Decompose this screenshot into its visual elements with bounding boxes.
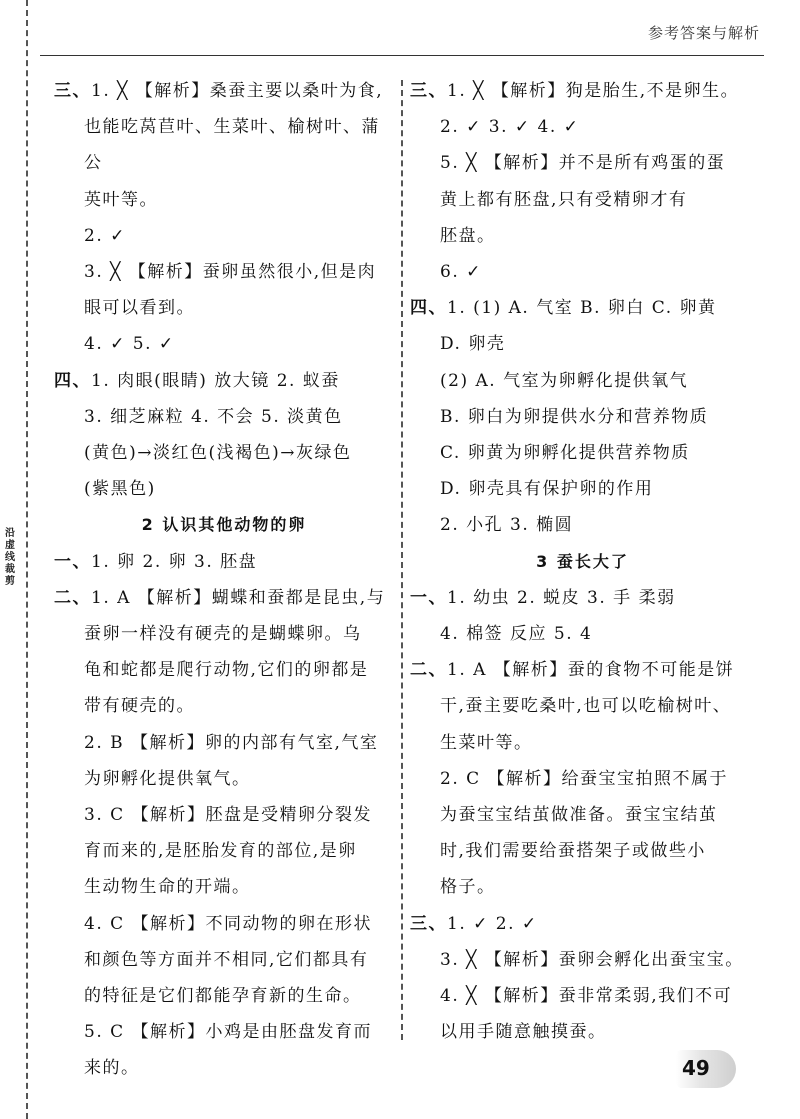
answer-line: 的特征是它们都能孕育新的生命。 [84,986,362,1007]
answer-line: 蚕卵一样没有硬壳的是蝴蝶卵。乌 [84,624,362,645]
answer-line: 2. B 【解析】卵的内部有气室,气室 [84,732,379,753]
answer-line: 三、1. ╳ 【解析】狗是胎生,不是卵生。 [410,81,740,101]
section-marker: 三、 [54,81,91,101]
section-marker: 三、 [410,81,447,101]
cut-label: 沿虚线裁剪 [5,528,15,587]
answer-line: 胚盘。 [440,225,496,246]
answer-line: 4. C 【解析】不同动物的卵在形状 [84,913,373,934]
answer-line: 带有硬壳的。 [84,696,195,717]
answer-line: 二、1. A 【解析】蚕的食物不可能是饼 [410,660,735,681]
section-heading: 3 蚕长大了 [536,551,629,571]
answer-line: 3. 细芝麻粒 4. 不会 5. 淡黄色 [84,406,343,427]
answer-line: 2. ✓ 3. ✓ 4. ✓ [440,117,580,138]
answer-line: 4. 棉签 反应 5. 4 [440,624,593,645]
answer-line: 一、1. 幼虫 2. 蜕皮 3. 手 柔弱 [410,587,676,608]
answer-line: 英叶等。 [84,189,158,210]
answer-line: 以用手随意触摸蚕。 [440,1022,607,1043]
section-marker: 二、 [410,660,447,681]
answer-line: (黄色)→淡红色(浅褐色)→灰绿色 [84,443,352,464]
answer-line: 格子。 [440,877,496,898]
page-number: 49 [682,1056,710,1080]
answer-line: 4. ╳ 【解析】蚕非常柔弱,我们不可 [440,986,733,1007]
answer-line: 生动物生命的开端。 [84,877,251,898]
answer-line: 为卵孵化提供氧气。 [84,768,251,789]
answer-line: 4. ✓ 5. ✓ [84,334,175,355]
answer-line: 二、1. A 【解析】蝴蝶和蚕都是昆虫,与 [54,587,386,608]
column-divider [401,80,403,1040]
answer-line: 和颜色等方面并不相同,它们都具有 [84,949,369,970]
answer-line: 眼可以看到。 [84,298,195,319]
answer-line: 生菜叶等。 [440,732,533,753]
section-marker: 四、 [410,298,447,319]
answer-line: B. 卵白为卵提供水分和营养物质 [440,406,709,427]
section-marker: 三、 [410,913,447,934]
left-column [54,73,394,1087]
answer-line: 5. ╳ 【解析】并不是所有鸡蛋的蛋 [440,153,726,174]
answer-line: 四、1. (1) A. 气室 B. 卵白 C. 卵黄 [410,298,717,319]
answer-line: 黄上都有胚盘,只有受精卵才有 [440,189,688,210]
section-marker: 一、 [54,551,91,572]
answer-line: 龟和蛇都是爬行动物,它们的卵都是 [84,660,369,681]
answer-line: 也能吃莴苣叶、生菜叶、榆树叶、蒲公 [84,117,380,174]
section-heading: 2 认识其他动物的卵 [141,515,307,535]
answer-line: 3. ╳ 【解析】蚕卵会孵化出蚕宝宝。 [440,949,744,970]
answer-line: (紫黑色) [84,479,156,500]
answer-line: 三、1. ✓ 2. ✓ [410,913,538,934]
answer-line: C. 卵黄为卵孵化提供营养物质 [440,443,690,464]
answer-line: 为蚕宝宝结茧做准备。蚕宝宝结茧 [440,805,718,826]
answer-line: 干,蚕主要吃桑叶,也可以吃榆树叶、 [440,696,732,717]
answer-line: 四、1. 肉眼(眼睛) 放大镜 2. 蚁蚕 [54,370,340,391]
answer-line: 2. ✓ [84,225,126,246]
answer-line: 育而来的,是胚胎发育的部位,是卵 [84,841,357,862]
page-number-tab [676,1050,736,1088]
answer-line: 2. 小孔 3. 椭圆 [440,515,574,536]
answer-line: D. 卵壳 [440,334,506,355]
answer-line: 3. ╳ 【解析】蚕卵虽然很小,但是肉 [84,262,377,283]
answer-line: D. 卵壳具有保护卵的作用 [440,479,654,500]
header-rule [40,55,764,56]
answer-line: 一、1. 卵 2. 卵 3. 胚盘 [54,551,258,572]
right-column [410,73,755,1050]
cut-dashed-line [26,0,28,1119]
answer-line: 时,我们需要给蚕搭架子或做些小 [440,841,706,862]
section-marker: 二、 [54,587,91,608]
answer-line: (2) A. 气室为卵孵化提供氧气 [440,370,689,391]
header-title: 参考答案与解析 [647,24,760,42]
answer-line: 6. ✓ [440,262,482,283]
answer-line: 3. C 【解析】胚盘是受精卵分裂发 [84,805,373,826]
answer-line: 三、1. ╳ 【解析】桑蚕主要以桑叶为食, [54,81,384,101]
answer-line: 2. C 【解析】给蚕宝宝拍照不属于 [440,768,729,789]
answer-line: 来的。 [84,1058,140,1079]
section-marker: 四、 [54,370,91,391]
section-marker: 一、 [410,587,447,608]
answer-line: 5. C 【解析】小鸡是由胚盘发育而 [84,1022,373,1043]
